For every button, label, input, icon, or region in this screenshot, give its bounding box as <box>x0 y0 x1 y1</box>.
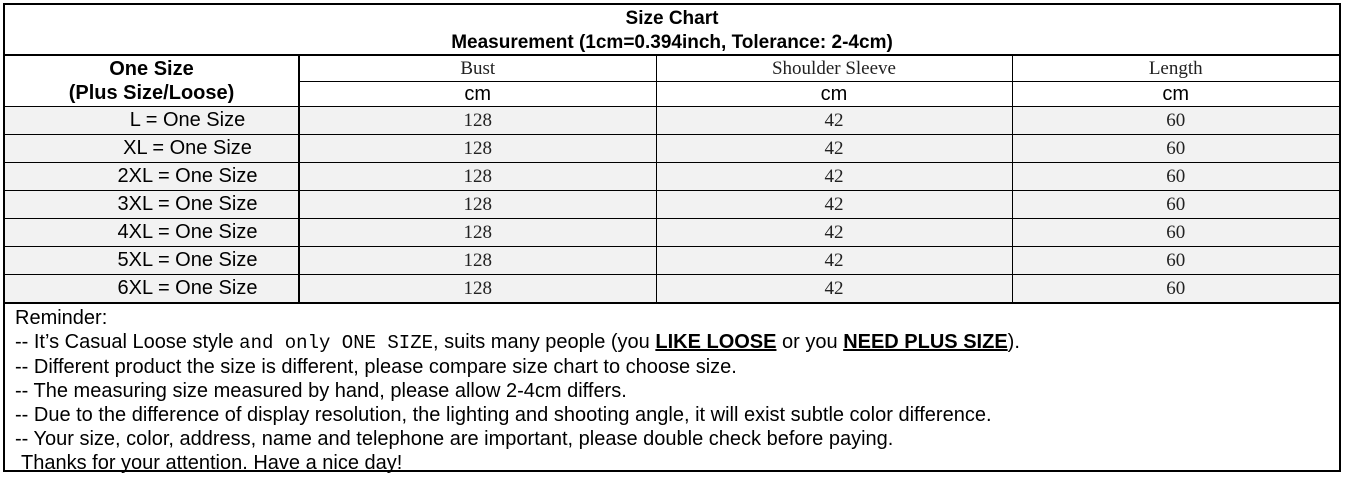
reminder-line-compare: -- Different product the size is different, please compare size chart to choose size. <box>15 356 737 378</box>
size-header-line2: (Plus Size/Loose) <box>68 82 235 104</box>
shoulder-sleeve-value: 42 <box>656 247 1012 275</box>
bust-value: 128 <box>299 135 656 163</box>
length-value: 60 <box>1012 191 1339 219</box>
reminder-line-color-difference: -- Due to the difference of display resolution, the lighting and shooting angle, it will exist subtle color difference. <box>15 404 992 426</box>
table-row <box>5 275 1339 303</box>
length-value: 60 <box>1012 107 1339 135</box>
bust-value: 128 <box>299 107 656 135</box>
need-plus-size-emphasis: NEED PLUS SIZE <box>843 331 1008 353</box>
size-label: 6XL = One Size <box>5 275 299 303</box>
bust-value: 128 <box>299 275 656 303</box>
length-value: 60 <box>1012 247 1339 275</box>
unit-shoulder-sleeve: cm <box>656 82 1012 107</box>
bust-value: 128 <box>299 163 656 191</box>
reminder-section <box>5 302 1339 474</box>
column-header-shoulder-sleeve: Shoulder Sleeve <box>656 56 1012 82</box>
column-header-bust: Bust <box>299 56 656 82</box>
shoulder-sleeve-value: 42 <box>656 219 1012 247</box>
table-row <box>5 247 1339 275</box>
reminder-text: , suits many people (you <box>433 331 656 353</box>
shoulder-sleeve-value: 42 <box>656 275 1012 303</box>
size-label: 3XL = One Size <box>5 191 299 219</box>
reminder-text: ). <box>1007 331 1020 353</box>
size-column-header <box>5 56 299 107</box>
size-header-line1: One Size <box>109 58 194 80</box>
table-row <box>5 163 1339 191</box>
length-value: 60 <box>1012 219 1339 247</box>
reminder-text: -- It’s Casual Loose style <box>15 331 240 353</box>
reminder-line-double-check: -- Your size, color, address, name and telephone are important, please double check before paying. <box>15 428 894 450</box>
size-table <box>5 56 1339 303</box>
chart-title: Size Chart <box>625 8 719 29</box>
reminder-text: or you <box>776 331 844 353</box>
chart-header <box>5 5 1339 56</box>
bust-value: 128 <box>299 219 656 247</box>
shoulder-sleeve-value: 42 <box>656 135 1012 163</box>
unit-bust: cm <box>299 82 656 107</box>
size-label: 2XL = One Size <box>5 163 299 191</box>
chart-subtitle: Measurement (1cm=0.394inch, Tolerance: 2-4cm) <box>451 32 893 53</box>
size-label: 5XL = One Size <box>5 247 299 275</box>
table-row <box>5 191 1339 219</box>
thanks-line: Thanks for your attention. Have a nice day! <box>21 452 403 474</box>
length-value: 60 <box>1012 135 1339 163</box>
size-label: L = One Size <box>5 107 299 135</box>
table-row <box>5 135 1339 163</box>
length-value: 60 <box>1012 163 1339 191</box>
unit-length: cm <box>1012 82 1339 107</box>
length-value: 60 <box>1012 275 1339 303</box>
shoulder-sleeve-value: 42 <box>656 107 1012 135</box>
table-row <box>5 107 1339 135</box>
column-header-length: Length <box>1012 56 1339 82</box>
bust-value: 128 <box>299 247 656 275</box>
table-row <box>5 219 1339 247</box>
reminder-one-size-text: and only ONE SIZE <box>239 332 434 354</box>
reminder-line-loose-style <box>15 330 1339 355</box>
size-label: XL = One Size <box>5 135 299 163</box>
shoulder-sleeve-value: 42 <box>656 163 1012 191</box>
shoulder-sleeve-value: 42 <box>656 191 1012 219</box>
size-chart-sheet <box>3 3 1341 472</box>
reminder-line-measuring: -- The measuring size measured by hand, please allow 2-4cm differs. <box>15 380 627 402</box>
reminder-title: Reminder: <box>15 307 108 329</box>
like-loose-emphasis: LIKE LOOSE <box>655 331 777 353</box>
size-label: 4XL = One Size <box>5 219 299 247</box>
bust-value: 128 <box>299 191 656 219</box>
